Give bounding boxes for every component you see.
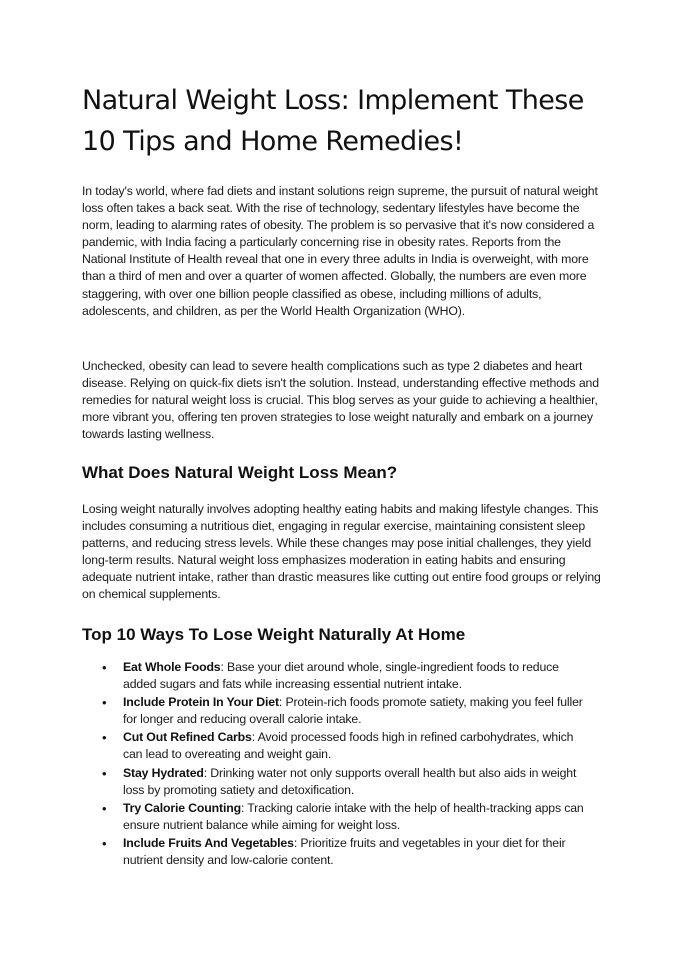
tip-name: Include Fruits And Vegetables bbox=[123, 835, 294, 850]
article-title: Natural Weight Loss: Implement These 10 Tips and Home Remedies! bbox=[82, 85, 584, 157]
bullet-icon: • bbox=[102, 800, 107, 816]
tip-name: Include Protein In Your Diet bbox=[123, 695, 279, 710]
tip-name: Cut Out Refined Carbs bbox=[123, 730, 252, 745]
tip-item-eat-whole-foods bbox=[100, 659, 590, 693]
tip-description: : Base your diet around whole, single-ingredient foods to reduce added sugars and fats while increasing essential nutrient intake. bbox=[123, 660, 559, 692]
tip-description: : Prioritize fruits and vegetables in your diet for their nutrient density and low-calorie content. bbox=[123, 835, 566, 868]
tip-description: : Protein-rich foods promote satiety, making you feel fuller for longer and reducing overall calorie intake. bbox=[123, 695, 583, 727]
section-heading-meaning: What Does Natural Weight Loss Mean? bbox=[82, 463, 398, 482]
tip-item-try-calorie-counting bbox=[100, 800, 590, 834]
intro-paragraph-1: In today's world, where fad diets and instant solutions reign supreme, the pursuit of natural weight loss often takes a back seat. With the rise of technology, sedentary lifestyles have become the norm, leading to alarming rates of obesity. The problem is so pervasive that it's now considered a pandemic, with India facing a particularly concerning rise in obesity rates. Reports from the National Institute of Health reveal that one in every three adults in India is overweight, with more than a third of men and over a quarter of women affected. Globally, the numbers are even more staggering, with over one billion people classified as obese, including millions of adults, adolescents, and children, as per the World Health Organization (WHO). bbox=[82, 184, 598, 318]
bullet-icon: • bbox=[102, 730, 107, 746]
tip-name: Eat Whole Foods bbox=[123, 660, 221, 674]
section-heading-tips: Top 10 Ways To Lose Weight Naturally At Home bbox=[82, 625, 466, 644]
tip-description: : Tracking calorie intake with the help of health-tracking apps can ensure nutrient balance while aiming for weight loss. bbox=[123, 800, 584, 832]
tip-item-include-protein bbox=[100, 694, 590, 728]
bullet-icon: • bbox=[102, 660, 107, 675]
tip-item-cut-out-refined-carbs bbox=[100, 729, 590, 763]
tip-item-fruits-and-vegetables bbox=[100, 835, 590, 869]
tip-name: Try Calorie Counting bbox=[123, 800, 241, 815]
bullet-icon: • bbox=[102, 765, 107, 781]
tip-description: : Avoid processed foods high in refined carbohydrates, which can lead to overeating and weight gain. bbox=[123, 730, 574, 762]
meaning-paragraph: Losing weight naturally involves adopting healthy eating habits and making lifestyle changes. This includes consuming a nutritious diet, engaging in regular exercise, maintaining consistent sleep patterns, and reducing stress levels. While these changes may pose initial challenges, they yield long-term results. Natural weight loss emphasizes moderation in eating habits and ensuring adequate nutrient intake, rather than drastic measures like cutting out entire food groups or relying on chemical supplements. bbox=[82, 502, 601, 602]
bullet-icon: • bbox=[102, 695, 107, 711]
tips-list bbox=[100, 659, 590, 870]
tip-name: Stay Hydrated bbox=[123, 765, 204, 780]
intro-paragraph-2: Unchecked, obesity can lead to severe health complications such as type 2 diabetes and heart disease. Relying on quick-fix diets isn't the solution. Instead, understanding effective methods and remedies for natural weight loss is crucial. This blog serves as your guide to achieving a healthier, more vibrant you, offering ten proven strategies to lose weight naturally and embark on a journey towards lasting wellness. bbox=[82, 359, 599, 442]
bullet-icon: • bbox=[102, 835, 107, 851]
tip-item-stay-hydrated bbox=[100, 765, 590, 799]
tip-description: : Drinking water not only supports overall health but also aids in weight loss by promoting satiety and detoxification. bbox=[123, 765, 577, 797]
